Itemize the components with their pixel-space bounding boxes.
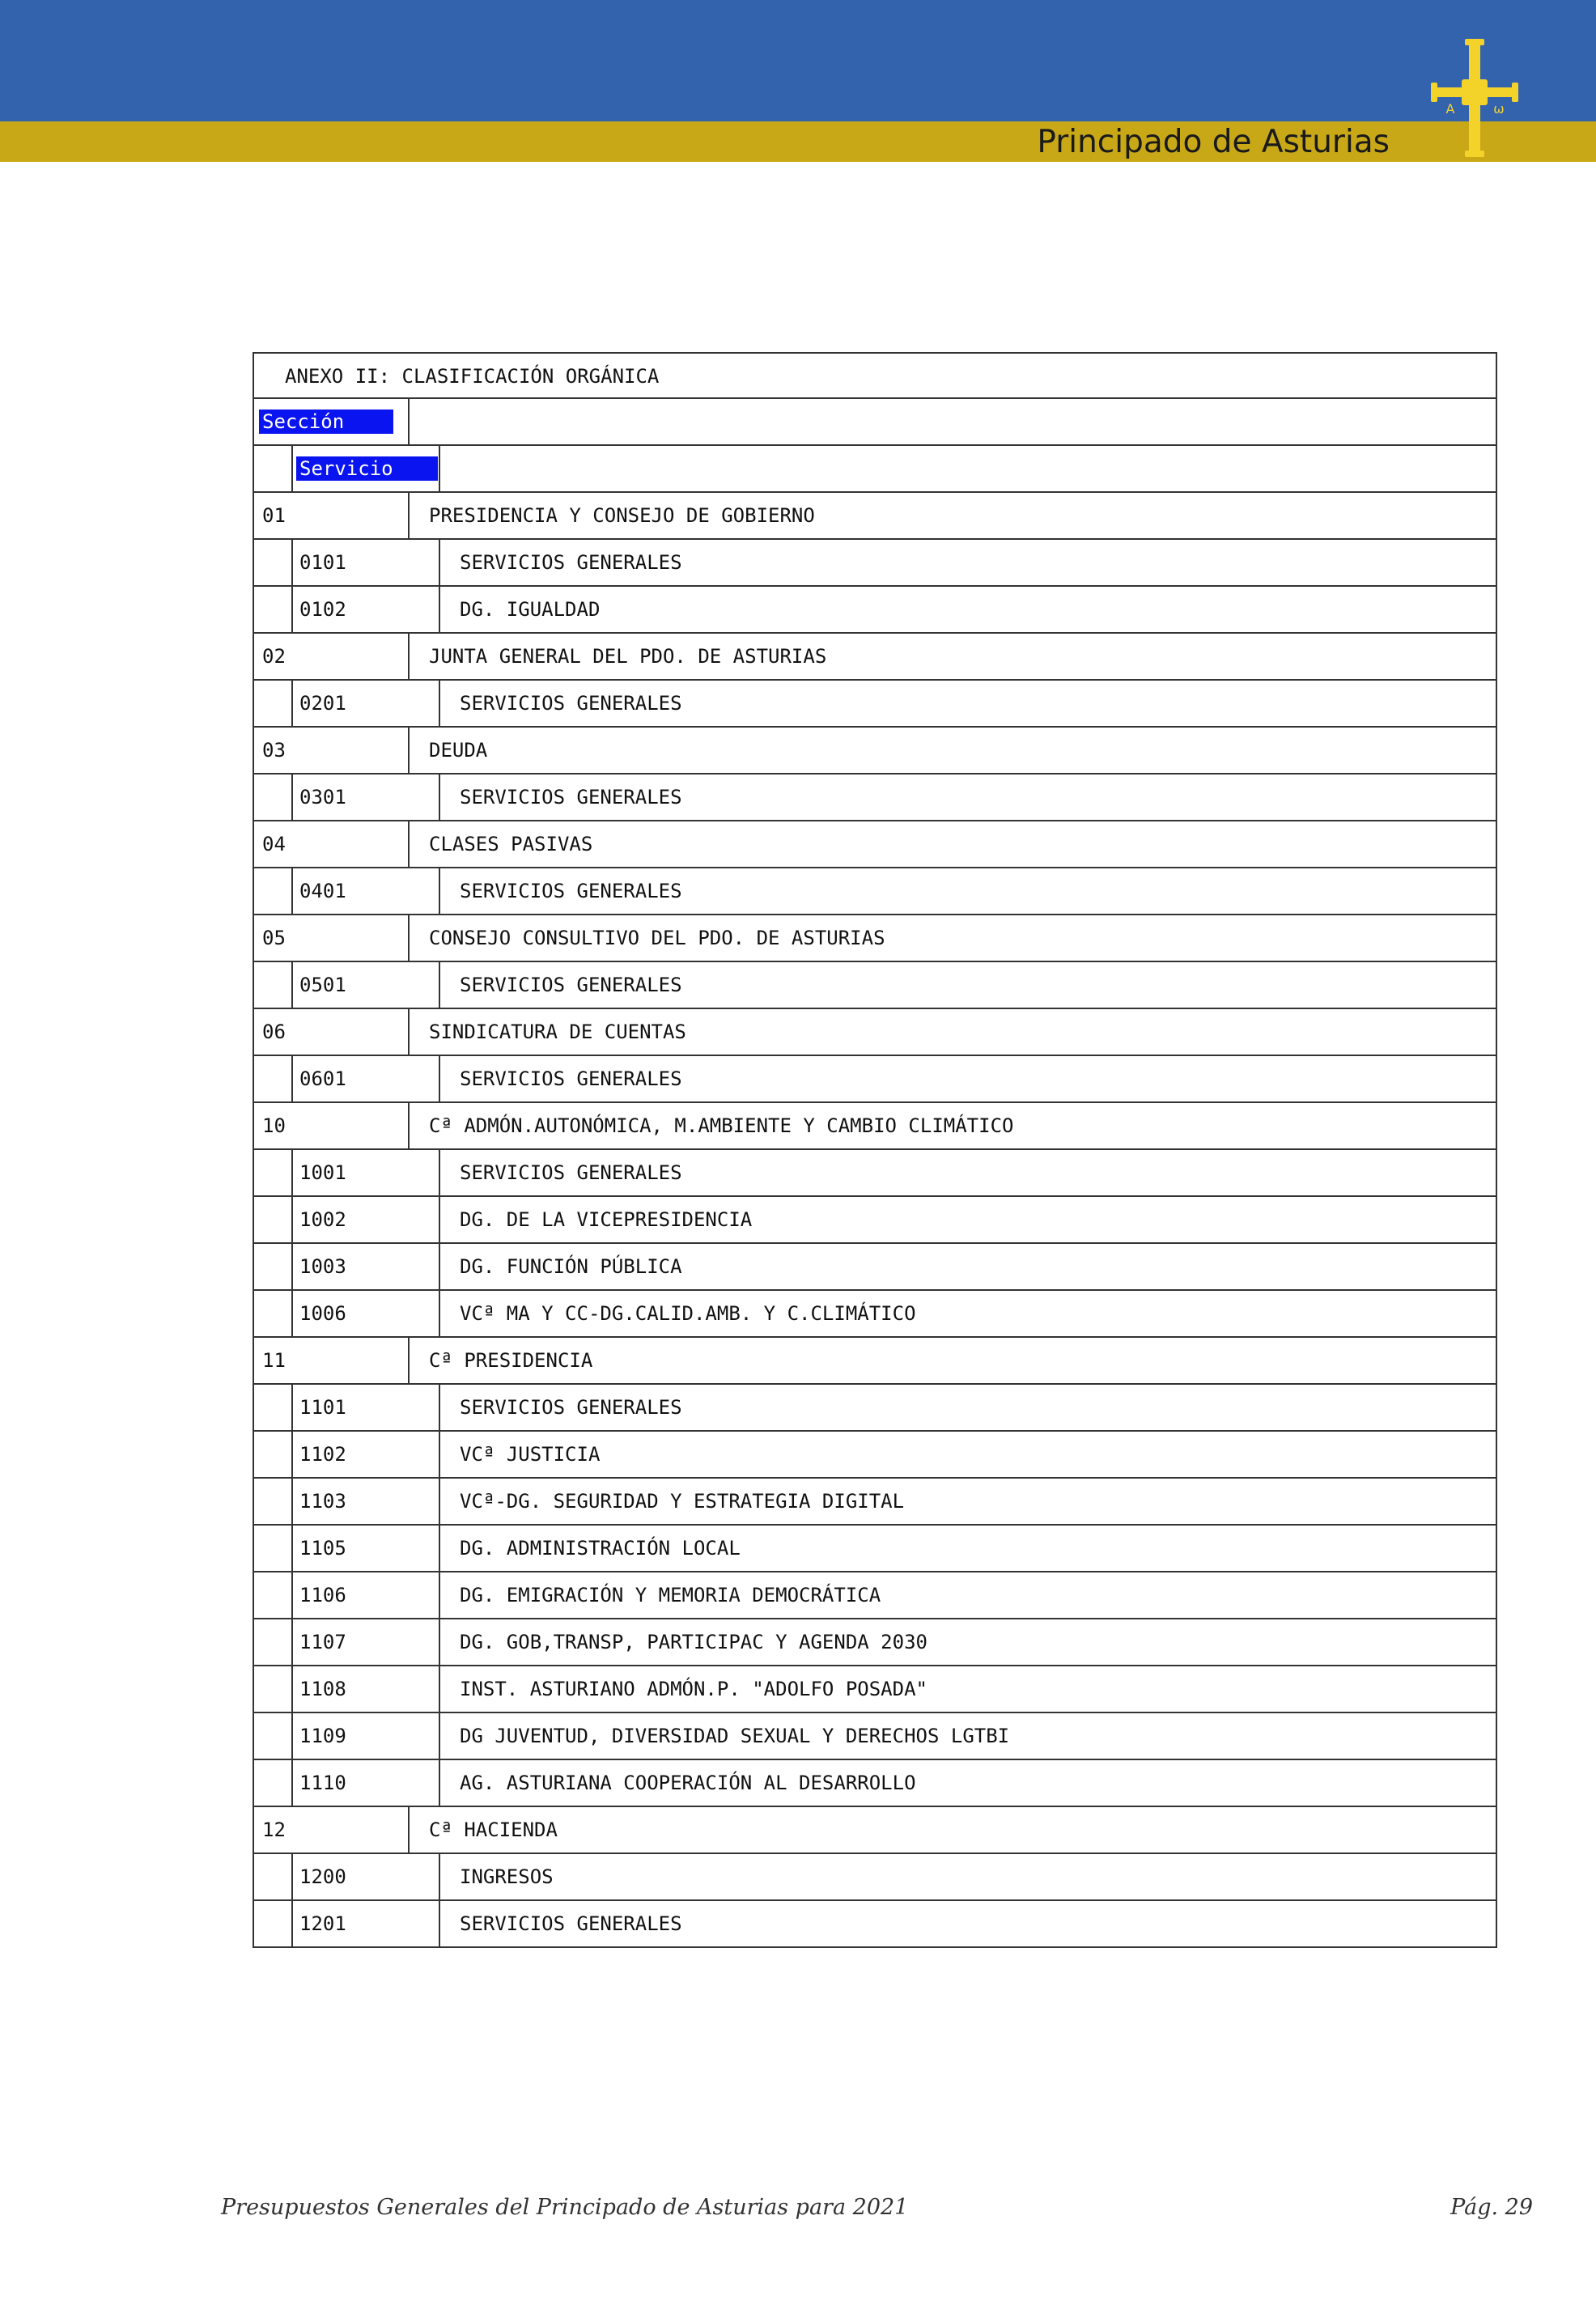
column-divider: [291, 1291, 293, 1336]
row-name: DG JUVENTUD, DIVERSIDAD SEXUAL Y DERECHOS LGTBI: [460, 1725, 1010, 1747]
row-code: 04: [262, 833, 286, 855]
column-divider: [291, 1056, 293, 1101]
row-code: 0401: [299, 880, 346, 902]
row-code: 1200: [299, 1865, 346, 1888]
column-divider: [439, 446, 440, 491]
row-code: 0601: [299, 1067, 346, 1090]
row-code: 0301: [299, 786, 346, 808]
servicio-row: [253, 1197, 1497, 1244]
servicio-row: [253, 1619, 1497, 1666]
row-code: 05: [262, 927, 286, 949]
row-code: 12: [262, 1819, 286, 1841]
column-divider: [439, 1760, 440, 1806]
row-name: Cª ADMÓN.AUTONÓMICA, M.AMBIENTE Y CAMBIO CLIMÁTICO: [429, 1114, 1014, 1137]
header-title: Principado de Asturias: [1037, 124, 1390, 160]
row-name: JUNTA GENERAL DEL PDO. DE ASTURIAS: [429, 645, 827, 668]
row-code: 1001: [299, 1161, 346, 1184]
row-code: 11: [262, 1349, 286, 1372]
servicio-row: [253, 1432, 1497, 1479]
row-code: 1201: [299, 1912, 346, 1935]
row-code: 1002: [299, 1208, 346, 1231]
servicio-row: [253, 1526, 1497, 1572]
column-divider: [439, 1713, 440, 1759]
row-name: Cª HACIENDA: [429, 1819, 558, 1841]
row-name: CONSEJO CONSULTIVO DEL PDO. DE ASTURIAS: [429, 927, 885, 949]
column-divider: [439, 962, 440, 1008]
servicio-row: [253, 1056, 1497, 1103]
row-name: VCª-DG. SEGURIDAD Y ESTRATEGIA DIGITAL: [460, 1490, 905, 1513]
column-divider: [291, 1854, 293, 1899]
row-name: DG. GOB,TRANSP, PARTICIPAC Y AGENDA 2030: [460, 1631, 927, 1653]
servicio-row: [253, 1666, 1497, 1713]
row-name: DG. EMIGRACIÓN Y MEMORIA DEMOCRÁTICA: [460, 1584, 881, 1606]
column-divider: [439, 775, 440, 820]
column-divider: [439, 868, 440, 914]
column-divider: [291, 681, 293, 726]
servicio-row: [253, 540, 1497, 587]
column-divider: [439, 1479, 440, 1524]
seccion-row: [253, 821, 1497, 868]
column-divider: [291, 1760, 293, 1806]
column-divider: [439, 1526, 440, 1571]
row-name: DG. IGUALDAD: [460, 598, 601, 621]
row-code: 0501: [299, 974, 346, 996]
row-code: 03: [262, 739, 286, 762]
column-divider: [439, 1150, 440, 1195]
row-name: VCª MA Y CC-DG.CALID.AMB. Y C.CLIMÁTICO: [460, 1302, 916, 1325]
column-divider: [408, 1103, 410, 1148]
emblem-letter-alpha: A: [1445, 101, 1455, 117]
row-name: DG. DE LA VICEPRESIDENCIA: [460, 1208, 753, 1231]
row-code: 1107: [299, 1631, 346, 1653]
row-code: 0201: [299, 692, 346, 715]
row-name: SERVICIOS GENERALES: [460, 551, 682, 574]
column-divider: [408, 634, 410, 679]
servicio-row: [253, 868, 1497, 915]
column-divider: [439, 1619, 440, 1665]
column-divider: [408, 399, 410, 444]
column-divider: [408, 728, 410, 773]
column-divider: [439, 1197, 440, 1242]
row-code: 1108: [299, 1678, 346, 1700]
row-code: 0101: [299, 551, 346, 574]
column-divider: [291, 1385, 293, 1430]
seccion-row: [253, 1009, 1497, 1056]
seccion-row: [253, 1807, 1497, 1854]
column-divider: [439, 1666, 440, 1712]
row-code: 1102: [299, 1443, 346, 1466]
servicio-row: [253, 587, 1497, 634]
emblem-letter-omega: ω: [1493, 101, 1505, 117]
column-divider: [291, 1666, 293, 1712]
servicio-row: [253, 1572, 1497, 1619]
column-divider: [291, 1572, 293, 1618]
column-divider: [291, 775, 293, 820]
row-code: 1106: [299, 1584, 346, 1606]
header-blue-band: [0, 0, 1596, 121]
row-code: 1103: [299, 1490, 346, 1513]
seccion-row: [253, 1103, 1497, 1150]
servicio-row: [253, 1713, 1497, 1760]
seccion-row: [253, 634, 1497, 681]
servicio-row: [253, 962, 1497, 1009]
column-divider: [439, 1432, 440, 1477]
column-divider: [291, 1526, 293, 1571]
victory-cross-emblem: [1426, 32, 1523, 162]
row-name: Cª PRESIDENCIA: [429, 1349, 593, 1372]
servicio-label: Servicio: [296, 456, 438, 481]
column-divider: [439, 1385, 440, 1430]
column-divider: [439, 540, 440, 585]
row-name: AG. ASTURIANA COOPERACIÓN AL DESARROLLO: [460, 1772, 916, 1794]
row-name: CLASES PASIVAS: [429, 833, 593, 855]
column-divider: [291, 1901, 293, 1946]
servicio-row: [253, 1760, 1497, 1807]
column-divider: [408, 915, 410, 961]
row-name: SERVICIOS GENERALES: [460, 786, 682, 808]
column-divider: [291, 1244, 293, 1289]
row-name: SERVICIOS GENERALES: [460, 1161, 682, 1184]
footer-document-title: Presupuestos Generales del Principado de Asturias para 2021: [221, 2195, 909, 2220]
column-divider: [439, 1244, 440, 1289]
seccion-row: [253, 915, 1497, 962]
servicio-row: [253, 1291, 1497, 1338]
column-divider: [291, 1713, 293, 1759]
servicio-row: [253, 775, 1497, 821]
column-divider: [439, 1291, 440, 1336]
row-name: PRESIDENCIA Y CONSEJO DE GOBIERNO: [429, 504, 815, 527]
column-divider: [291, 1619, 293, 1665]
column-divider: [291, 587, 293, 632]
seccion-row: [253, 728, 1497, 775]
row-code: 1110: [299, 1772, 346, 1794]
servicio-header-row: [253, 446, 1497, 493]
row-code: 1101: [299, 1396, 346, 1419]
column-divider: [439, 1056, 440, 1101]
column-divider: [439, 1901, 440, 1946]
row-name: SERVICIOS GENERALES: [460, 974, 682, 996]
column-divider: [291, 868, 293, 914]
row-name: SERVICIOS GENERALES: [460, 1067, 682, 1090]
servicio-row: [253, 1385, 1497, 1432]
row-name: SERVICIOS GENERALES: [460, 1912, 682, 1935]
row-name: DEUDA: [429, 739, 488, 762]
seccion-label: Sección: [259, 410, 393, 434]
column-divider: [291, 1479, 293, 1524]
row-name: DG. ADMINISTRACIÓN LOCAL: [460, 1537, 741, 1560]
column-divider: [408, 1009, 410, 1055]
column-divider: [291, 1432, 293, 1477]
servicio-row: [253, 1854, 1497, 1901]
column-divider: [408, 1338, 410, 1383]
column-divider: [291, 540, 293, 585]
column-divider: [439, 1572, 440, 1618]
row-name: SERVICIOS GENERALES: [460, 880, 682, 902]
row-code: 1003: [299, 1255, 346, 1278]
column-divider: [439, 587, 440, 632]
servicio-row: [253, 1901, 1497, 1948]
column-divider: [408, 821, 410, 867]
row-code: 02: [262, 645, 286, 668]
column-divider: [291, 1197, 293, 1242]
row-code: 10: [262, 1114, 286, 1137]
row-name: SERVICIOS GENERALES: [460, 1396, 682, 1419]
row-name: VCª JUSTICIA: [460, 1443, 601, 1466]
column-divider: [291, 962, 293, 1008]
row-code: 1006: [299, 1302, 346, 1325]
seccion-row: [253, 1338, 1497, 1385]
column-divider: [439, 681, 440, 726]
seccion-header-row: [253, 399, 1497, 446]
row-name: DG. FUNCIÓN PÚBLICA: [460, 1255, 682, 1278]
table-title: ANEXO II: CLASIFICACIÓN ORGÁNICA: [285, 365, 660, 388]
servicio-row: [253, 1479, 1497, 1526]
row-code: 1105: [299, 1537, 346, 1560]
column-divider: [439, 1854, 440, 1899]
row-code: 0102: [299, 598, 346, 621]
row-name: SINDICATURA DE CUENTAS: [429, 1021, 686, 1043]
row-name: INST. ASTURIANO ADMÓN.P. "ADOLFO POSADA": [460, 1678, 927, 1700]
servicio-row: [253, 681, 1497, 728]
row-code: 01: [262, 504, 286, 527]
row-name: SERVICIOS GENERALES: [460, 692, 682, 715]
row-code: 06: [262, 1021, 286, 1043]
seccion-row: [253, 493, 1497, 540]
servicio-row: [253, 1150, 1497, 1197]
column-divider: [291, 446, 293, 491]
clasificacion-organica-table: [253, 352, 1497, 1948]
column-divider: [408, 1807, 410, 1853]
row-code: 1109: [299, 1725, 346, 1747]
table-title-row: [253, 352, 1497, 399]
column-divider: [408, 493, 410, 538]
column-divider: [291, 1150, 293, 1195]
footer-page-number: Pág. 29: [1450, 2195, 1533, 2220]
servicio-row: [253, 1244, 1497, 1291]
row-name: INGRESOS: [460, 1865, 554, 1888]
